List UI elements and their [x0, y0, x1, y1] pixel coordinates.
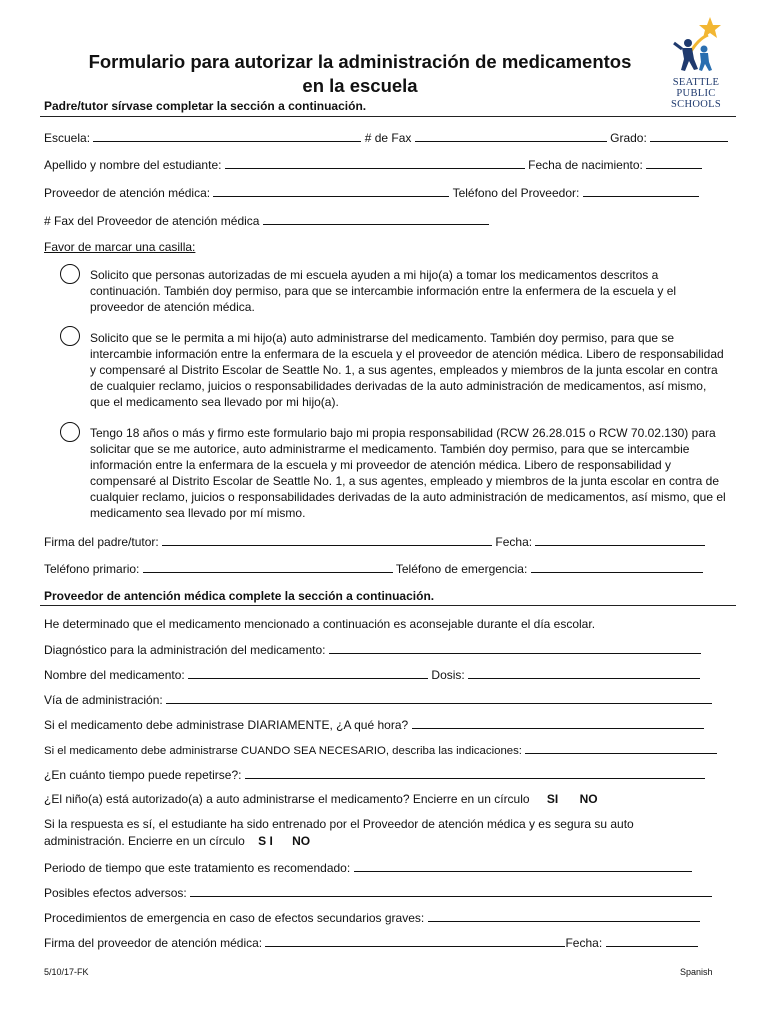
provider-date-field[interactable] [606, 935, 698, 947]
self-admin-question: ¿El niño(a) está autorizado(a) a auto administrarse el medicamento? Encierre en un círculo [44, 792, 530, 806]
dose-label: Dosis: [431, 668, 465, 682]
title-line-1: Formulario para autorizar la administración de medicamentos [88, 51, 632, 72]
date-label: Fecha: [495, 535, 533, 549]
phone-row [44, 561, 724, 576]
provider-sig-field[interactable] [265, 935, 565, 947]
provider-field[interactable] [213, 185, 449, 197]
period-label: Periodo de tiempo que este tratamiento es recomendado: [44, 861, 351, 875]
provider-fax-label: # Fax del Proveedor de atención médica [44, 214, 260, 228]
fax-label: # de Fax [364, 131, 412, 145]
section-divider [40, 116, 736, 117]
provider-signature-row [44, 935, 724, 950]
primary-phone-label: Teléfono primario: [44, 562, 140, 576]
emergency-label: Procedimientos de emergencia en caso de efectos secundarios graves: [44, 911, 425, 925]
route-label: Vía de administración: [44, 693, 163, 707]
diagnosis-label: Diagnóstico para la administración del medicamento: [44, 643, 326, 657]
option-1-text: Solicito que personas autorizadas de mi escuela ayuden a mi hijo(a) a tomar los medicamentos descritos a continuación. También doy permiso, para que se intercambie información entre la enfermera de la escuela y el proveedor de atención médica. [90, 268, 677, 314]
emergency-row [44, 910, 724, 925]
primary-phone-field[interactable] [143, 561, 393, 573]
parent-signature-row [44, 534, 724, 549]
check-prompt: Favor de marcar una casilla: [44, 240, 196, 254]
repeat-field[interactable] [245, 767, 705, 779]
grade-label: Grado: [610, 131, 647, 145]
period-field[interactable] [354, 860, 692, 872]
side-effects-field[interactable] [190, 885, 712, 897]
route-row [44, 692, 724, 707]
trained-no[interactable]: NO [292, 834, 311, 848]
dose-field[interactable] [468, 667, 700, 679]
med-name-label: Nombre del medicamento: [44, 668, 185, 682]
school-row [44, 130, 724, 145]
parent-section-heading: Padre/tutor sírvase completar la sección a continuación. [44, 99, 367, 113]
emergency-field[interactable] [428, 910, 700, 922]
section-divider [40, 605, 736, 606]
as-needed-field[interactable] [525, 742, 717, 754]
logo-text-line-2: PUBLIC [676, 88, 716, 99]
option-3-radio[interactable] [60, 422, 80, 442]
self-admin-yes[interactable]: SI [546, 792, 559, 806]
logo-text-line-3: SCHOOLS [671, 99, 721, 110]
star-figures-icon [668, 15, 724, 77]
school-field[interactable] [93, 130, 361, 142]
provider-date-label: Fecha: [565, 936, 603, 950]
diagnosis-field[interactable] [329, 642, 701, 654]
provider-statement: He determinado que el medicamento mencionado a continuación es aconsejable durante el día escolar. [44, 617, 596, 631]
student-name-field[interactable] [225, 157, 525, 169]
diagnosis-row [44, 642, 724, 657]
provider-row [44, 185, 724, 200]
repeat-row [44, 767, 724, 782]
med-name-field[interactable] [188, 667, 428, 679]
grade-field[interactable] [650, 130, 728, 142]
option-2-radio[interactable] [60, 326, 80, 346]
daily-label: Si el medicamento debe administrase DIARIAMENTE, ¿A qué hora? [44, 718, 409, 732]
daily-field[interactable] [412, 717, 704, 729]
route-field[interactable] [166, 692, 712, 704]
as-needed-label: Si el medicamento debe administrarse CUANDO SEA NECESARIO, describa las indicaciones: [44, 745, 522, 757]
side-effects-label: Posibles efectos adversos: [44, 886, 187, 900]
as-needed-row [44, 742, 724, 757]
trained-line-2: administración. Encierre en un círculo [44, 834, 245, 848]
side-effects-row [44, 885, 724, 900]
medication-row [44, 667, 724, 682]
emergency-phone-field[interactable] [531, 561, 703, 573]
form-title [40, 50, 680, 98]
footer-language: Spanish [680, 967, 713, 977]
provider-sig-label: Firma del proveedor de atención médica: [44, 936, 263, 950]
birthdate-label: Fecha de nacimiento: [528, 158, 643, 172]
period-row [44, 860, 724, 875]
date-field[interactable] [535, 534, 705, 546]
option-2-text: Solicito que se le permita a mi hijo(a) auto administrarse del medicamento. También doy permiso, para que se intercambie información entre la enfermara de la escuela y el proveedor de atención médica. Libero de responsabilidad y compensaré al Distrito Escolar de Seattle No. 1, a sus agentes, empleados y miembros de la junta escolar en contra de cualquier reclamo, juicios o responsabilidades derivadas de la auto administración de medicamentos, así mismo, que el medicamento sea llevado por mi hijo(a). [90, 331, 724, 409]
repeat-label: ¿En cuánto tiempo puede repetirse?: [44, 768, 242, 782]
provider-fax-row [44, 213, 724, 228]
daily-row [44, 717, 724, 732]
trained-yes[interactable]: S I [258, 834, 273, 848]
footer-code: 5/10/17-FK [44, 967, 89, 977]
logo-text [670, 77, 722, 110]
trained-line-1: Si la respuesta es sí, el estudiante ha sido entrenado por el Proveedor de atención médica y es segura su auto [44, 817, 634, 831]
option-1-radio[interactable] [60, 264, 80, 284]
logo-text-line-1: SEATTLE [672, 77, 720, 88]
provider-label: Proveedor de atención médica: [44, 186, 211, 200]
signature-field[interactable] [162, 534, 492, 546]
title-line-2: en la escuela [302, 75, 418, 96]
signature-label: Firma del padre/tutor: [44, 535, 159, 549]
student-name-label: Apellido y nombre del estudiante: [44, 158, 222, 172]
trained-row [44, 834, 724, 848]
student-row [44, 157, 724, 172]
school-label: Escuela: [44, 131, 91, 145]
seattle-public-schools-logo [668, 15, 724, 115]
self-admin-row [44, 792, 724, 806]
self-admin-no[interactable]: NO [579, 792, 598, 806]
option-3-text: Tengo 18 años o más y firmo este formulario bajo mi propia responsabilidad (RCW 26.28.015 o RCW 70.02.130) para solicitar que se me autorice, auto administrarme el medicamento. También doy permiso, para que se intercambie información entre la enfermara de la escuela y mi proveedor de atención médica. Libero de responsabilidad y compensaré al Distrito Escolar de Seattle No. 1, a sus agentes, empleado y miembros de la junta escolar en contra de cualquier reclamo, juicios o responsabilidades derivadas de la auto administración de medicamentos, así mismo, que el medicamento sea llevado por mí mismo. [90, 426, 726, 520]
provider-fax-field[interactable] [263, 213, 489, 225]
fax-field[interactable] [415, 130, 607, 142]
birthdate-field[interactable] [646, 157, 702, 169]
provider-section-heading: Proveedor de antención médica complete la sección a continuación. [44, 589, 435, 603]
emergency-phone-label: Teléfono de emergencia: [395, 562, 528, 576]
provider-phone-field[interactable] [583, 185, 699, 197]
provider-phone-label: Teléfono del Proveedor: [452, 186, 580, 200]
